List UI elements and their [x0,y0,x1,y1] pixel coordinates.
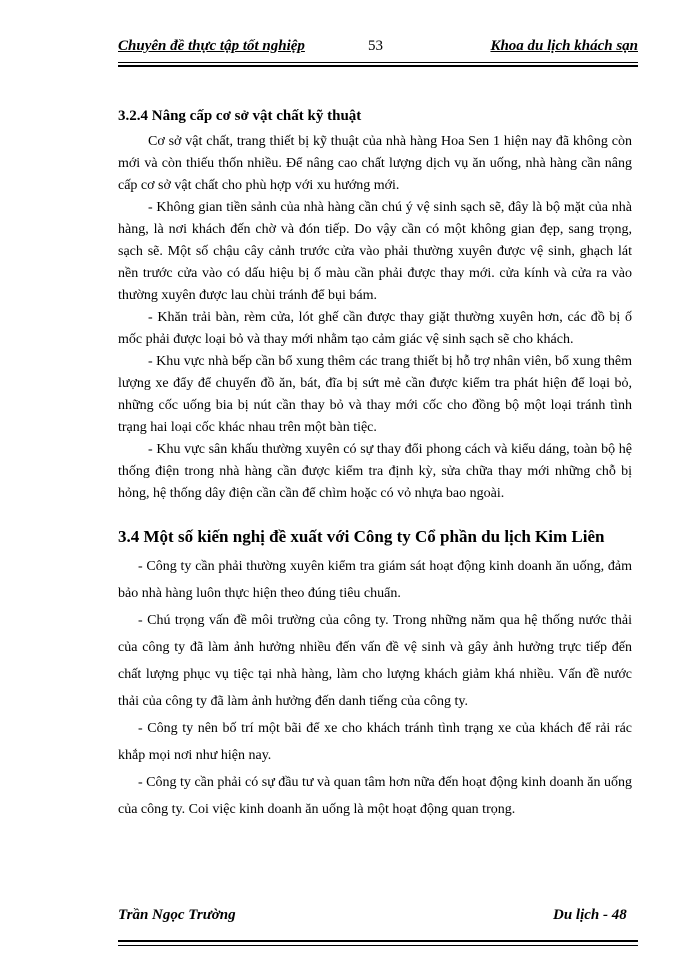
paragraph: - Khu vực sân khấu thường xuyên có sự thay đổi phong cách và kiểu dáng, toàn bộ hệ thống điện trong nhà hàng cần được kiểm tra định kỳ, sửa chữa thay mới những chỗ bị hỏng, hệ thống dây điện cần cần để chìm hoặc có vỏ nhựa bao ngoài. [118,442,632,501]
paragraph: - Công ty cần phải có sự đầu tư và quan tâm hơn nữa đến hoạt động kinh doanh ăn uống của công ty. Coi việc kinh doanh ăn uống là một hoạt động quan trọng. [118,775,632,817]
header-report-title: Chuyên đề thực tập tốt nghiệp [118,38,305,54]
paragraph: Cơ sở vật chất, trang thiết bị kỹ thuật của nhà hàng Hoa Sen 1 hiện nay đã không còn mới và còn thiếu thốn nhiều. Để nâng cao chất lượng dịch vụ ăn uống, nhà hàng cần nâng cấp cơ sở vật chất cho phù hợp với xu hướng mới. [118,134,632,193]
paragraph: - Công ty nên bố trí một bãi để xe cho khách tránh tình trạng xe của khách để rải rác khắp mọi nơi như hiện nay. [118,721,632,763]
header-page-number: 53 [368,38,383,54]
header-rule-thick [118,65,638,67]
footer-page-label: Du lịch - 48 [553,907,627,923]
footer-rule-thick [118,940,638,942]
header-faculty: Khoa du lịch khách sạn [490,38,638,54]
section-heading-3-2-4: 3.2.4 Nâng cấp cơ sở vật chất kỹ thuật [118,108,362,124]
header-rule-thin [118,62,638,63]
footer-author: Trần Ngọc Trường [118,907,236,923]
footer-rule-thin [118,945,638,946]
paragraph: - Chú trọng vấn đề môi trường của công ty. Trong những năm qua hệ thống nước thải của công ty đã làm ảnh hưởng nhiều đến vấn đề vệ sinh và gây ảnh hưởng trực tiếp đến chất lượng phục vụ tiệc tại nhà hàng, làm cho lượng khách giảm khá nhiều. Vấn đề nước thải của công ty đã làm ảnh hưởng đến danh tiếng của công ty. [118,613,632,709]
paragraph: - Khu vực nhà bếp cần bổ xung thêm các trang thiết bị hỗ trợ nhân viên, bổ xung thêm lượng xe đẩy để chuyển đồ ăn, bát, đĩa bị sứt mẻ cần được kiểm tra phát hiện để loại bỏ, những cốc uống bia bị nút cần thay bỏ và thay mới cốc cho đồng bộ một loại tránh tình trạng hai loại cốc khác nhau trên một bàn tiệc. [118,354,632,435]
page-header [118,38,638,62]
section-heading-3-4: 3.4 Một số kiến nghị đề xuất với Công ty Cổ phần du lịch Kim Liên [118,527,605,546]
paragraph: - Không gian tiền sảnh của nhà hàng cần chú ý vệ sinh sạch sẽ, đây là bộ mặt của nhà hàng, là nơi khách đến chờ và đón tiếp. Do vậy cần có một không gian đẹp, sang trọng, sạch sẽ. Một số chậu cây cảnh trước cửa vào phải thường xuyên được vệ sinh, ghạch lát nền trước cửa vào có dấu hiệu bị ố màu cần phải được thay mới. cửa kính và cửa ra vào thường xuyên được lau chùi tránh để bụi bám. [118,200,632,303]
document-body [118,108,632,823]
paragraph: - Khăn trải bàn, rèm cửa, lót ghế cần được thay giặt thường xuyên hơn, các đồ bị ố mốc phải được loại bỏ và thay mới nhằm tạo cảm giác vệ sinh sạch sẽ cho khách. [118,310,632,347]
paragraph: - Công ty cần phải thường xuyên kiểm tra giám sát hoạt động kinh doanh ăn uống, đảm bảo nhà hàng luôn thực hiện theo đúng tiêu chuẩn. [118,559,632,601]
